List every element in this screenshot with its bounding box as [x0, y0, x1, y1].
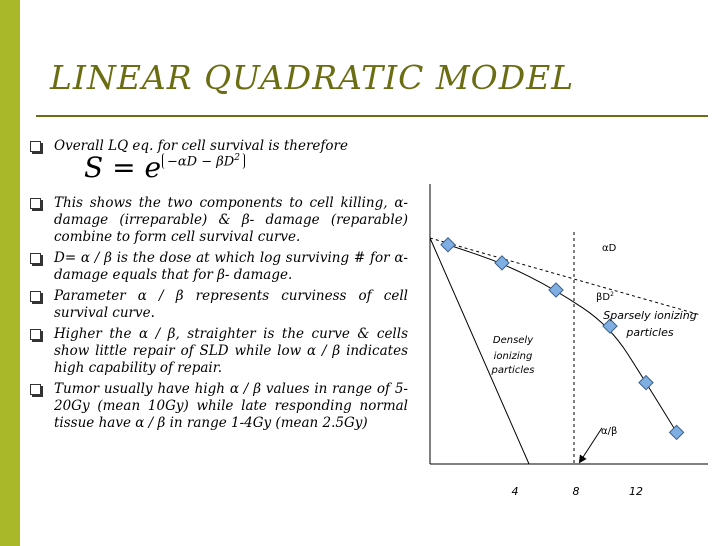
- sparse-label-line1: Sparsely ionizing: [603, 309, 697, 322]
- square-bullet-icon: [30, 329, 41, 340]
- sparse-label-line2: particles: [626, 326, 674, 339]
- equation-exponent-power: 2: [234, 153, 240, 163]
- data-point-marker: [495, 256, 509, 270]
- dense-label-line3: particles: [491, 365, 535, 376]
- dense-label-line1: Densely: [492, 335, 534, 346]
- slide-title: LINEAR QUADRATIC MODEL: [50, 58, 575, 97]
- data-point-marker: [670, 425, 684, 439]
- data-point-marker: [549, 283, 563, 297]
- bullet-text: Overall LQ eq. for cell survival is therefore: [54, 138, 348, 154]
- series-line-2: [430, 238, 700, 315]
- accent-sidebar: [0, 0, 20, 546]
- bullet-item: [30, 381, 408, 432]
- equation-base: S = e: [84, 151, 162, 184]
- alpha-d-label: αD: [602, 243, 617, 254]
- bullet-item: [30, 288, 408, 322]
- data-point-marker: [639, 376, 653, 390]
- equation-exponent: [162, 153, 245, 169]
- chart-lines: [430, 184, 708, 464]
- x-tick-label: 8: [572, 485, 580, 498]
- survival-curve-chart: [400, 180, 720, 510]
- square-bullet-icon: [30, 384, 41, 395]
- bullet-text: Parameter α / β represents curviness of cell survival curve.: [54, 288, 408, 321]
- bullet-item: [30, 250, 408, 284]
- bullet-item: [30, 326, 408, 377]
- data-point-marker: [441, 238, 455, 252]
- x-tick-label: 4: [511, 485, 519, 498]
- alpha-beta-arrow: [580, 428, 602, 462]
- x-tick-label: 12: [629, 485, 643, 498]
- square-bullet-icon: [30, 291, 41, 302]
- bullet-item: [30, 195, 408, 246]
- bullet-text: D= α / β is the dose at which log surviving # for α- damage equals that for β- damage.: [54, 250, 408, 283]
- bullet-text: Tumor usually have high α / β values in range of 5-20Gy (mean 10Gy) while late responding normal tissue have α / β in range 1-4Gy (mean 2.5Gy): [54, 381, 408, 431]
- alpha-beta-label: α/β: [601, 426, 618, 437]
- equation-exponent-terms: −αD − βD: [167, 154, 235, 170]
- beta-d-squared-label: [596, 291, 614, 303]
- bullet-text: Higher the α / β, straighter is the curve & cells show little repair of SLD while low α / β indicates high capability of repair.: [54, 326, 408, 376]
- bullet-text: This shows the two components to cell killing, α- damage (irreparable) & β- damage (reparable) combine to form cell survival curve.: [54, 195, 408, 245]
- dense-label-line2: ionizing: [493, 351, 533, 362]
- square-bullet-icon: [30, 198, 41, 209]
- square-bullet-icon: [30, 253, 41, 264]
- beta-d-power: 2: [610, 291, 614, 298]
- square-bullet-icon: [30, 141, 41, 152]
- title-divider: [36, 115, 708, 117]
- beta-d-label: βD: [596, 292, 611, 303]
